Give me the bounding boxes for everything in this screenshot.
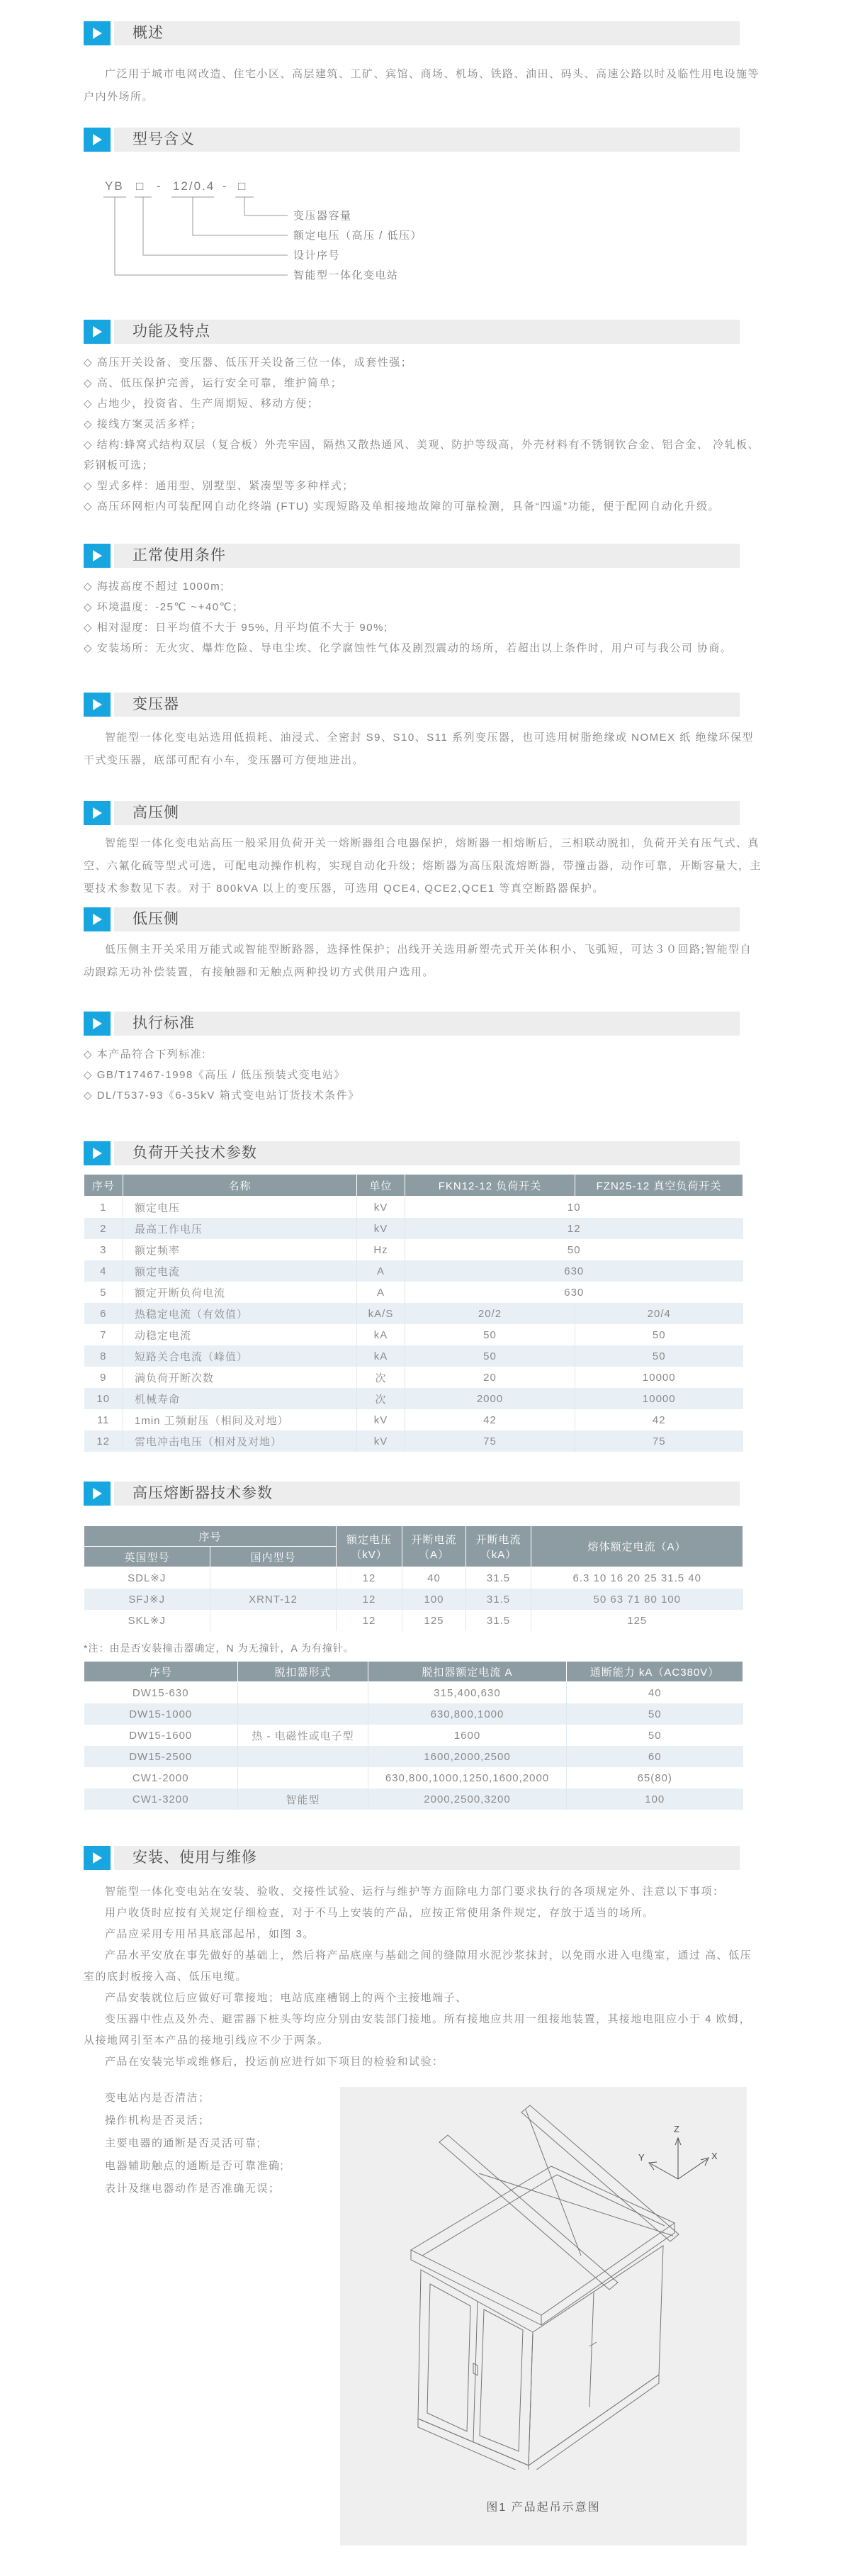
- figure-caption: 图1 产品起吊示意图: [486, 2502, 601, 2514]
- table-row: [84, 1589, 743, 1610]
- table-cell: 最高工作电压: [123, 1218, 357, 1239]
- model-code-box2: □: [238, 179, 247, 193]
- table-cell: XRNT-12: [210, 1589, 337, 1610]
- table-cell: 12: [337, 1567, 402, 1589]
- model-code-box1: □: [136, 179, 145, 193]
- table-cell: DW15-630: [84, 1682, 238, 1704]
- section-header-install: [84, 1846, 740, 1870]
- section-title: 安装、使用与维修: [114, 1846, 740, 1870]
- table-cell: [238, 1746, 368, 1767]
- play-triangle-icon: [93, 1148, 102, 1159]
- section-arrow-icon: [84, 21, 111, 45]
- table-cell: 2: [84, 1218, 123, 1239]
- table-cell: 7: [84, 1324, 123, 1345]
- lifting-diagram: [340, 2087, 747, 2470]
- table-cell: Hz: [357, 1239, 405, 1260]
- section-header-conditions: [84, 544, 740, 568]
- install-paragraph: 产品应采用专用吊具底部起吊，如图 3。: [105, 1928, 315, 1940]
- table-cell: 12: [337, 1610, 402, 1631]
- table-row: [84, 1388, 743, 1409]
- table-cell: kV: [357, 1409, 405, 1430]
- table-cell: 60: [567, 1746, 743, 1767]
- table-cell: CW1-3200: [84, 1788, 238, 1810]
- section-arrow-icon: [84, 1846, 111, 1870]
- feature-item: ◇ 结构:蜂窝式结构双层（复合板）外壳牢固，隔热又散热通风、美观、防护等级高，外壳材料有不锈钢钦合金、铝合金、 冷轧板、彩钢板可选；: [84, 439, 760, 471]
- install-bottom-area: [84, 2087, 762, 2546]
- table-cell: 50: [567, 1703, 743, 1725]
- feature-item: ◇ 占地少，投资省、生产周期短、移动方便；: [84, 398, 320, 410]
- play-triangle-icon: [93, 807, 102, 819]
- model-label-capacity: 变压器容量: [293, 210, 352, 222]
- table-cell: 额定电流: [123, 1260, 357, 1282]
- fuse-parameters-table: [84, 1525, 743, 1631]
- table-cell: 31.5: [466, 1610, 531, 1631]
- table-cell: 12: [405, 1218, 743, 1239]
- model-label-voltage: 额定电压（高压 / 低压）: [293, 230, 423, 242]
- table-cell: kA: [357, 1324, 405, 1345]
- section-arrow-icon: [84, 320, 111, 344]
- play-triangle-icon: [93, 914, 102, 925]
- table-cell: 40: [567, 1682, 743, 1704]
- play-triangle-icon: [93, 1018, 102, 1029]
- section-header-lv-side: [84, 907, 740, 931]
- table-cell: kA/S: [357, 1303, 405, 1324]
- table-row: [84, 1788, 743, 1810]
- column-header: 脱扣器额定电流 A: [368, 1662, 567, 1682]
- table-cell: kV: [357, 1197, 405, 1219]
- condition-item: ◇ 海拔高度不超过 1000m;: [84, 581, 225, 593]
- feature-item: ◇ 高压环网柜内可装配网自动化终端 (FTU) 实现短路及单相接地故障的可靠检测，具备“四遥”功能，便于配网自动化升级。: [84, 500, 721, 513]
- table-cell: 满负荷开断次数: [123, 1367, 357, 1388]
- table-cell: 6.3 10 16 20 25 31.5 40: [531, 1567, 743, 1589]
- standard-item: ◇ DL/T537-93《6-35kV 箱式变电站订货技术条件》: [84, 1090, 360, 1102]
- axis-z-label: Z: [674, 2124, 679, 2134]
- table-cell: DW15-1600: [84, 1725, 238, 1746]
- table-cell: [238, 1703, 368, 1725]
- table-row: [84, 1682, 743, 1704]
- column-header: 单位: [357, 1175, 405, 1197]
- table-cell: [210, 1610, 337, 1631]
- feature-item: ◇ 高压开关设备、变压器、低压开关设备三位一体，成套性强；: [84, 357, 413, 369]
- table-cell: 125: [531, 1610, 743, 1631]
- table-cell: 50: [567, 1725, 743, 1746]
- table-cell: kV: [357, 1218, 405, 1239]
- table-cell: 630,800,1000: [368, 1703, 567, 1725]
- table-cell: [210, 1567, 337, 1589]
- figure-1-panel: [340, 2087, 747, 2546]
- table-cell: SDL※J: [84, 1567, 210, 1589]
- table-row: [84, 1345, 743, 1367]
- section-title: 低压侧: [114, 907, 740, 931]
- table-cell: 10000: [575, 1388, 743, 1409]
- table-cell: 10000: [575, 1367, 743, 1388]
- checklist-item: 表计及继电器动作是否准确无误；: [105, 2183, 281, 2195]
- column-header: FKN12-12 负荷开关: [405, 1175, 575, 1197]
- condition-item: ◇ 环境温度：-25℃ ~+40℃；: [84, 601, 244, 613]
- column-header: 序号: [84, 1175, 123, 1197]
- section-header-overview: [84, 21, 740, 45]
- column-header: 额定电压（kV）: [337, 1526, 402, 1567]
- table-cell: 50: [575, 1345, 743, 1367]
- table-cell: 1min 工频耐压（相间及对地）: [123, 1409, 357, 1430]
- play-triangle-icon: [93, 550, 102, 561]
- table-cell: A: [357, 1282, 405, 1303]
- section-header-standards: [84, 1012, 740, 1036]
- table-cell: 12: [337, 1589, 402, 1610]
- play-triangle-icon: [93, 326, 102, 337]
- section-header-features: [84, 320, 740, 344]
- checklist-item: 电器辅助触点的通断是否可靠准确;: [105, 2160, 285, 2172]
- table-cell: 315,400,630: [368, 1682, 567, 1704]
- model-label-design: 设计序号: [293, 250, 341, 262]
- table-cell: 6: [84, 1303, 123, 1324]
- section-title: 正常使用条件: [114, 544, 740, 568]
- axis-y-label: Y: [638, 2152, 645, 2163]
- model-code-dash1: -: [157, 179, 162, 193]
- table-cell: CW1-2000: [84, 1767, 238, 1788]
- checklist-item: 主要电器的通断是否灵活可靠;: [105, 2137, 261, 2149]
- column-header: 名称: [123, 1175, 357, 1197]
- table-cell: 8: [84, 1345, 123, 1367]
- section-arrow-icon: [84, 907, 111, 931]
- table-cell: 31.5: [466, 1589, 531, 1610]
- table-cell: 2000: [405, 1388, 575, 1409]
- play-triangle-icon: [93, 1852, 102, 1864]
- section-arrow-icon: [84, 544, 111, 568]
- section-title: 功能及特点: [114, 320, 740, 344]
- feature-item: ◇ 型式多样：通用型、别墅型、紧凑型等多种样式；: [84, 480, 354, 492]
- section-header-fuse-params: [84, 1482, 740, 1506]
- table-cell: 9: [84, 1367, 123, 1388]
- section-header-hv-side: [84, 801, 740, 825]
- fuse-table-note: *注：由是否安装撞击器确定，N 为无撞针，A 为有撞针。: [84, 1642, 354, 1654]
- table-cell: 630: [405, 1260, 743, 1282]
- table-cell: 630,800,1000,1250,1600,2000: [368, 1767, 567, 1788]
- axis-indicator-icon: [649, 2138, 709, 2179]
- table-cell: 50: [575, 1324, 743, 1345]
- table-cell: 次: [357, 1388, 405, 1409]
- column-header: 英国型号: [84, 1547, 210, 1567]
- table-cell: 雷电冲击电压（相对及对地）: [123, 1430, 357, 1452]
- table-cell: 热 - 电磁性或电子型: [238, 1725, 368, 1746]
- column-header: 序号: [84, 1662, 238, 1682]
- table-cell: 20: [405, 1367, 575, 1388]
- table-cell: 20/4: [575, 1303, 743, 1324]
- table-row: [84, 1367, 743, 1388]
- table-cell: 3: [84, 1239, 123, 1260]
- table-cell: 50: [405, 1239, 743, 1260]
- table-row: [84, 1610, 743, 1631]
- section-arrow-icon: [84, 801, 111, 825]
- hv-side-paragraph: 智能型一体化变电站高压一般采用负荷开关一熔断器组合电器保护，熔断器一相熔断后，三相联动脱扣，负荷开关有压气式、真空、六氟化硫等型式可选，可配电动操作机构，实现自动化升级；熔断器为高压限流熔断器，带撞击器，动作可靠，开断容量大，主要技术参数见下表。对于 800kVA 以上的变压器，可选用 QCE4, QCE2,QCE1 等真空断路器保护。: [84, 837, 762, 895]
- table-cell: 100: [402, 1589, 466, 1610]
- table-cell: DW15-1000: [84, 1703, 238, 1725]
- table-cell: 630: [405, 1282, 743, 1303]
- table-cell: 42: [575, 1409, 743, 1430]
- table-row: [84, 1197, 743, 1219]
- table-cell: 4: [84, 1260, 123, 1282]
- checklist-item: 变电站内是否清洁；: [105, 2092, 210, 2104]
- table-cell: 1600,2000,2500: [368, 1746, 567, 1767]
- table-row: [84, 1282, 743, 1303]
- table-cell: 1: [84, 1197, 123, 1219]
- section-arrow-icon: [84, 128, 111, 152]
- table-cell: 2000,2500,3200: [368, 1788, 567, 1810]
- transformer-paragraph: 智能型一体化变电站选用低损耗、油浸式、全密封 S9、S10、S11 系列变压器，也可选用树脂绝缘或 NOMEX 纸 绝缘环保型干式变压器，底部可配有小车，变压器可方便地进出。: [84, 732, 754, 766]
- table-cell: 机械寿命: [123, 1388, 357, 1409]
- section-title: 执行标准: [114, 1012, 740, 1036]
- feature-item: ◇ 接线方案灵活多样；: [84, 418, 203, 430]
- inspection-checklist: [84, 2087, 340, 2546]
- table-row: [84, 1567, 743, 1589]
- table-cell: 50: [405, 1345, 575, 1367]
- table-row: [84, 1725, 743, 1746]
- column-header: 国内型号: [210, 1547, 337, 1567]
- section-header-transformer: [84, 693, 740, 717]
- table-cell: 75: [405, 1430, 575, 1452]
- standards-list: [84, 1044, 762, 1106]
- table-cell: 12: [84, 1430, 123, 1452]
- table-cell: 动稳定电流: [123, 1324, 357, 1345]
- model-code-diagram: [84, 162, 743, 288]
- model-code-dash2: -: [222, 179, 228, 193]
- install-paragraphs: [84, 1881, 762, 2073]
- table-cell: SFJ※J: [84, 1589, 210, 1610]
- install-paragraph: 变压器中性点及外壳、避雷器下桩头等均应分别由安装部门接地。所有接地应共用一组接地装置，其接地电阻应小于 4 欧姆，从接地网引至本产品的接地引线应不少于两条。: [84, 2013, 752, 2046]
- table-cell: 热稳定电流（有效值）: [123, 1303, 357, 1324]
- table-row: [84, 1767, 743, 1788]
- table-row: [84, 1746, 743, 1767]
- table-cell: 额定开断负荷电流: [123, 1282, 357, 1303]
- section-arrow-icon: [84, 1141, 111, 1165]
- standard-item: ◇ 本产品符合下列标准:: [84, 1048, 206, 1060]
- section-title: 概述: [114, 21, 740, 45]
- axis-x-label: X: [711, 2151, 718, 2161]
- install-paragraph: 产品在安装完毕或维修后，投运前应进行如下项目的检验和试验：: [105, 2056, 444, 2068]
- table-cell: 40: [402, 1567, 466, 1589]
- table-cell: 次: [357, 1367, 405, 1388]
- table-cell: 额定电压: [123, 1197, 357, 1219]
- column-header: 开断电流（kA）: [466, 1526, 531, 1567]
- table-cell: 5: [84, 1282, 123, 1303]
- table-cell: 65(80): [567, 1767, 743, 1788]
- table-cell: 50: [405, 1324, 575, 1345]
- play-triangle-icon: [93, 699, 102, 710]
- column-header: 序号: [84, 1526, 337, 1547]
- table-row: [84, 1303, 743, 1324]
- table-cell: 10: [84, 1388, 123, 1409]
- model-callout-lines: [103, 197, 288, 275]
- table-cell: A: [357, 1260, 405, 1282]
- table-cell: 10: [405, 1197, 743, 1219]
- section-header-load-switch-params: [84, 1141, 740, 1165]
- table-row: [84, 1218, 743, 1239]
- table-cell: 短路关合电流（峰值）: [123, 1345, 357, 1367]
- play-triangle-icon: [93, 134, 102, 145]
- table-cell: 1600: [368, 1725, 567, 1746]
- section-arrow-icon: [84, 1012, 111, 1036]
- model-label-station: 智能型一体化变电站: [293, 269, 399, 281]
- table-cell: 50 63 71 80 100: [531, 1589, 743, 1610]
- model-code-prefix: YB: [105, 179, 124, 193]
- section-header-model: [84, 128, 740, 152]
- play-triangle-icon: [93, 1488, 102, 1499]
- install-paragraph: 产品安装就位后应做好可靠接地；电站底座槽钢上的两个主接地端子、: [105, 1992, 468, 2004]
- table-row: [84, 1409, 743, 1430]
- model-code-voltage: 12/0.4: [173, 179, 215, 193]
- load-switch-parameters-table: [84, 1174, 743, 1452]
- lv-side-paragraph: 低压侧主开关采用万能式或智能型断路器，选择性保护；出线开关选用新塑壳式开关体积小、飞弧短，可达３０回路;智能型自动跟踪无功补偿装置，有接触器和无触点两种投切方式供用户选用。: [84, 943, 752, 978]
- table-cell: 31.5: [466, 1567, 531, 1589]
- section-title: 高压熔断器技术参数: [114, 1482, 740, 1506]
- table-cell: SKL※J: [84, 1610, 210, 1631]
- table-row: [84, 1703, 743, 1725]
- table-cell: 75: [575, 1430, 743, 1452]
- features-list: [84, 352, 762, 517]
- table-row: [84, 1430, 743, 1452]
- table-cell: 11: [84, 1409, 123, 1430]
- table-cell: 20/2: [405, 1303, 575, 1324]
- breaker-parameters-table: [84, 1661, 743, 1810]
- table-cell: 100: [567, 1788, 743, 1810]
- table-row: [84, 1239, 743, 1260]
- table-cell: [238, 1767, 368, 1788]
- table-row: [84, 1324, 743, 1345]
- table-row: [84, 1260, 743, 1282]
- feature-item: ◇ 高、低压保护完善，运行安全可靠，维护简单；: [84, 377, 343, 389]
- conditions-list: [84, 576, 762, 659]
- column-header: FZN25-12 真空负荷开关: [575, 1175, 743, 1197]
- column-header: 通断能力 kA（AC380V）: [567, 1662, 743, 1682]
- table-cell: 125: [402, 1610, 466, 1631]
- section-arrow-icon: [84, 693, 111, 717]
- table-cell: 智能型: [238, 1788, 368, 1810]
- table-cell: 42: [405, 1409, 575, 1430]
- section-title: 变压器: [114, 693, 740, 717]
- table-cell: kA: [357, 1345, 405, 1367]
- table-cell: 额定频率: [123, 1239, 357, 1260]
- section-title: 型号含义: [114, 128, 740, 152]
- table-cell: DW15-2500: [84, 1746, 238, 1767]
- table-cell: [238, 1682, 368, 1704]
- checklist-item: 操作机构是否灵活；: [105, 2115, 210, 2127]
- standard-item: ◇ GB/T17467-1998《高压 / 低压预装式变电站》: [84, 1069, 346, 1081]
- install-paragraph: 产品水平安放在事先做好的基础上，然后将产品底座与基础之间的缝隙用水泥沙浆抹封，以免雨水进入电缆室，通过 高、低压室的底封板接入高、低压电缆。: [84, 1949, 752, 1983]
- install-paragraph: 用户收货时应按有关规定仔细检查，对于不马上安装的产品，应按正常使用条件规定，存放于适当的场所。: [105, 1907, 655, 1919]
- table-cell: kV: [357, 1430, 405, 1452]
- section-title: 负荷开关技术参数: [114, 1141, 740, 1165]
- condition-item: ◇ 相对湿度：日平均值不大于 95%, 月平均值不大于 90%;: [84, 622, 388, 634]
- section-title: 高压侧: [114, 801, 740, 825]
- section-arrow-icon: [84, 1482, 111, 1506]
- column-header: 脱扣器形式: [238, 1662, 368, 1682]
- column-header: 熔体额定电流（A）: [531, 1526, 743, 1567]
- column-header: 开断电流（A）: [402, 1526, 466, 1567]
- install-paragraph: 智能型一体化变电站在安装、验收、交接性试验、运行与维护等方面除电力部门要求执行的各项规定外、注意以下事项：: [105, 1886, 725, 1898]
- condition-item: ◇ 安装场所：无火灾、爆炸危险、导电尘埃、化学腐蚀性气体及剧烈震动的场所，若超出以上条件时，用户可与我公司 协商。: [84, 642, 733, 654]
- overview-paragraph: 广泛用于城市电网改造、住宅小区、高层建筑、工矿、宾馆、商场、机场、铁路、油田、码头、高速公路以时及临性用电设施等户内外场所。: [84, 68, 760, 103]
- play-triangle-icon: [93, 28, 102, 39]
